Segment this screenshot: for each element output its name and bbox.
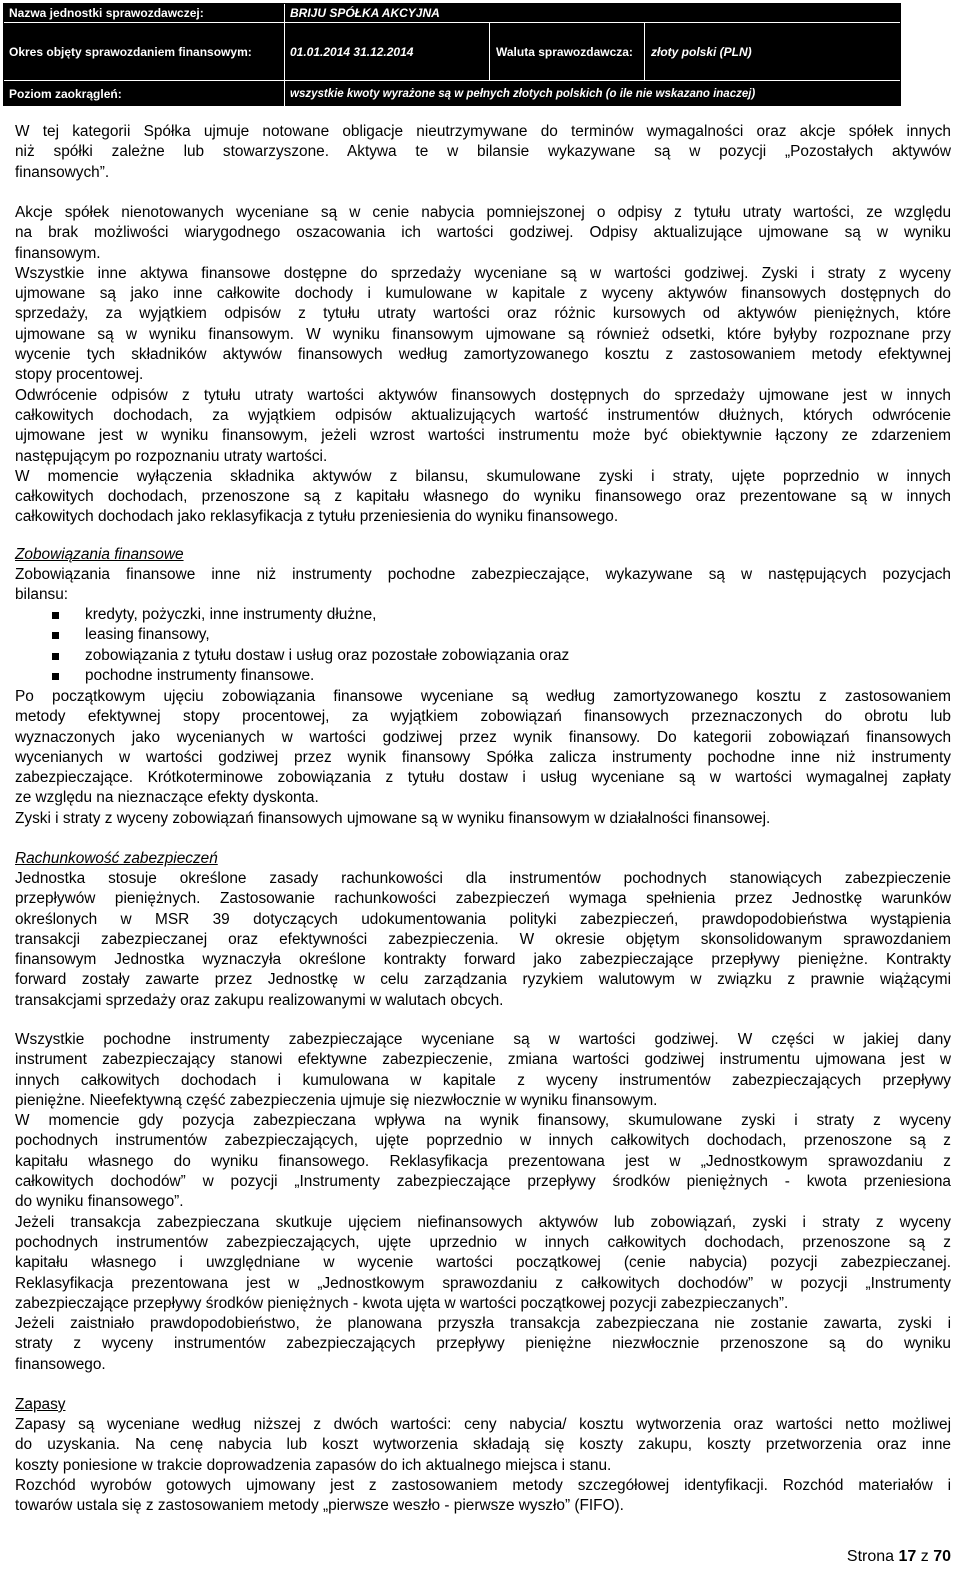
text-line: finansowego. (15, 1355, 106, 1373)
text-line: Jednostka stosuje określone zasady rachunkowości dla instrumentów pochodnych stanowiących zabezpieczenie (15, 870, 951, 887)
text-line: sprzedaży, za wyjątkiem odpisów z tytułu utraty wartości oraz różnic kursowych od aktywów pieniężnych, które (15, 305, 951, 323)
text-line: przepływów pieniężnych. Zastosowanie rachunkowości zabezpieczeń wymaga spełnienia przez Jednostkę warunków (15, 890, 951, 908)
text-line: Akcje spółek nienotowanych wyceniane są w cenie nabycia pomniejszonej o odpisy z tytułu utraty wartości, ze względu (15, 204, 951, 221)
text-line: towarów ustala się z zastosowaniem metody „pierwsze weszło - pierwsze wyszło” (FIFO). (15, 1497, 624, 1515)
square-bullet-icon (52, 673, 59, 680)
header-divider (284, 81, 285, 107)
text-line: na brak możliwości wiarygodnego oszacowania ich wartości godziwej. Odpisy aktualizujące ujmowane są w wyniku (15, 224, 951, 242)
text-line: transakcji zabezpieczanej oraz efektywności zabezpieczenia. W okresie objętym skonsolidowanym sprawozdaniem (15, 930, 951, 948)
text-line: Jeżeli transakcja zabezpieczana skutkuje ujęciem niefinansowych aktywów lub zobowiązań, zyski i straty z wyceny (15, 1213, 951, 1231)
list-item: pochodne instrumenty finansowe. (15, 666, 569, 686)
text-line: określonych w MSR 39 dotyczących udokumentowania polityki zabezpieczeń, prawdopodobieństwa wystąpienia (15, 910, 951, 928)
text-line: zabezpieczające przepływy środków pieniężnych - kwota ujęta w wartości początkowej pozycji zabezpieczanych”. (15, 1294, 789, 1312)
header-row-period (4, 23, 900, 81)
section-heading-hedge-accounting: Rachunkowość zabezpieczeń (15, 850, 218, 867)
text-line: do uzyskania. Na cenę nabycia lub koszt wytworzenia składają się koszty zakupu, koszty przetworzenia oraz inne (15, 1436, 951, 1454)
text-line: całkowitych dochodów” w pozycji „Instrumenty zabezpieczające przepływy środków pieniężnych - kwota przeniesiona (15, 1173, 951, 1191)
text-line: całkowitych dochodach, przenoszone są z kapitału własnego do wyniku finansowego oraz prezentowane są w innych (15, 488, 951, 506)
text-line: Odwrócenie odpisów z tytułu utraty wartości aktywów finansowych dostępnych do sprzedaży ujmowane jest w innych (15, 386, 951, 404)
text-line: finansowym. (15, 244, 101, 262)
list-item: kredyty, pożyczki, inne instrumenty dłużne, (15, 605, 569, 625)
text-line: Jeżeli zaistniało prawdopodobieństwo, że planowana przyszła transakcja zabezpieczana nie zostanie zawarta, zyski i (15, 1315, 951, 1333)
total-pages: 70 (933, 1548, 951, 1565)
text-line: finansowym Jednostka wyznaczyła określone kontrakty forward jako zabezpieczające przepływy pieniężne. Kontrakty (15, 951, 951, 969)
text-line: pochodnych instrumentów zabezpieczających, ujęte poprzednio w innych całkowitych dochodach, przenoszone są z (15, 1132, 951, 1150)
text-line: Zapasy są wyceniane według niższej z dwóch wartości: ceny nabycia/ kosztu wytworzenia oraz wartości netto możliwej (15, 1416, 951, 1433)
section-heading-financial-liabilities: Zobowiązania finansowe (15, 546, 184, 563)
text-line: Wszystkie pochodne instrumenty zabezpieczające wyceniane są w wartości godziwej. W części w jakiej dany (15, 1031, 951, 1048)
text-line: straty z wyceny instrumentów zabezpieczających przepływy pieniężne niezwłocznie przenoszone są do wyniku (15, 1335, 951, 1353)
rounding-value: wszystkie kwoty wyrażone są w pełnych złotych polskich (o ile nie wskazano inaczej) (290, 88, 756, 100)
liabilities-bullet-list (15, 605, 569, 686)
text-line: ujmowane są w wyniku finansowym. W wyniku finansowym ujmowane są również odsetki, które byłyby rozpoznane przy (15, 325, 951, 343)
text-line: metody efektywnej stopy procentowej, za wyjątkiem zobowiązań finansowych przeznaczonych do obrotu lub (15, 708, 951, 726)
text-line: wycenie tych składników aktywów finansowych według zamortyzowanego kosztu z zastosowaniem metody efektywnej (15, 346, 951, 364)
square-bullet-icon (52, 632, 59, 639)
text-line: Wszystkie inne aktywa finansowe dostępne do sprzedaży wyceniane są w wartości godziwej. Zyski i straty z wyceny (15, 264, 951, 282)
rounding-label: Poziom zaokrągleń: (9, 87, 122, 101)
paragraph-liabilities-intro (15, 565, 951, 606)
paragraph-instruments-category (15, 122, 951, 183)
currency-value: złoty polski (PLN) (651, 44, 752, 59)
text-line: niż spółki zależne lub stowarzyszone. Aktywa te w bilansie wykazywane są w pozycji „Pozostałych aktywów (15, 143, 951, 161)
text-line: W momencie wyłączenia składnika aktywów z bilansu, skumulowane zyski i straty, ujęte poprzednio w innych (15, 467, 951, 485)
text-line: ujmowane jest w wyniku finansowym, jeżeli wzrost wartości instrumentu może być obiektywnie łączony ze zdarzeniem (15, 427, 951, 445)
text-line: stopy procentowej. (15, 366, 144, 384)
header-row-entity (4, 4, 900, 23)
text-line: transakcjami sprzedaży oraz zakupu realizowanymi w walutach obcych. (15, 991, 504, 1009)
text-line: Reklasyfikacja prezentowana jest w „Jednostkowym sprawozdaniu z całkowitych dochodów” w pozycji „Instrumenty (15, 1274, 951, 1292)
text-line: pieniężne. Nieefektywną część zabezpieczenia ujmuje się niezwłocznie w wyniku finansowym. (15, 1091, 658, 1109)
paragraph-inventory (15, 1415, 951, 1516)
entity-label: Nazwa jednostki sprawozdawczej: (9, 6, 204, 20)
text-line: ze względu na nieznaczące efekty dyskonta. (15, 789, 319, 807)
text-line: Zyski i straty z wyceny zobowiązań finansowych ujmowane są w wyniku finansowym w działalności finansowej. (15, 809, 771, 827)
header-row-rounding (4, 81, 900, 107)
text-line: wycenianych w wartości godziwej przez wynik finansowy Spółka zalicza instrumenty pochodne inne niż instrumenty (15, 748, 951, 766)
header-divider (284, 23, 285, 80)
text-line: pochodnych instrumentów zabezpieczających, ujęte uprzednio w innych całkowitych dochodach, przenoszone są z (15, 1233, 951, 1251)
period-label: Okres objęty sprawozdaniem finansowym: (9, 44, 252, 59)
text-line: następującym po rozpoznaniu utraty wartości. (15, 447, 328, 465)
text-line: instrument zabezpieczający stanowi efektywne zabezpieczenie, zmiana wartości godziwej instrumentu ujmowana jest w (15, 1051, 951, 1069)
current-page: 17 (898, 1548, 917, 1565)
paragraph-available-for-sale (15, 203, 951, 528)
text-line: koszty poniesione w trakcie doprowadzenia zapasów do ich aktualnego miejsca i stanu. (15, 1456, 612, 1474)
header-divider (284, 4, 285, 22)
square-bullet-icon (52, 653, 59, 660)
text-line: ujmowane są jako inne całkowite dochody i kumulowane w kapitale z wyceny aktywów finansowych dostępnych do (15, 285, 951, 303)
paragraph-hedge-accounting (15, 869, 951, 1011)
text-line: zabezpieczające. Krótkoterminowe zobowiązania z tytułu dostaw i usług wyceniane są w wartości wymagalnej zapłaty (15, 769, 951, 787)
header-divider (644, 23, 645, 80)
text-line: W tej kategorii Spółka ujmuje notowane obligacje nieutrzymywane do terminów wymagalności oraz akcje spółek innych (15, 123, 951, 140)
text-line: Po początkowym ujęciu zobowiązania finansowe wyceniane są według zamortyzowanego kosztu z zastosowaniem (15, 688, 951, 705)
text-line: bilansu: (15, 586, 69, 604)
list-item: zobowiązania z tytułu dostaw i usług oraz pozostałe zobowiązania oraz (15, 646, 569, 666)
list-item: leasing finansowy, (15, 625, 569, 645)
period-value: 01.01.2014 31.12.2014 (290, 44, 414, 59)
text-line: W momencie gdy pozycja zabezpieczana wpływa na wynik finansowy, skumulowane zyski i straty z wyceny (15, 1112, 951, 1130)
page-number: Strona 17 z 70 (846, 1548, 951, 1565)
square-bullet-icon (52, 612, 59, 619)
section-heading-inventory: Zapasy (15, 1396, 66, 1413)
text-line: całkowitych dochodach jako reklasyfikacja z tytułu przeniesienia do wyniku finansowego. (15, 508, 619, 526)
entity-value: BRIJU SPÓŁKA AKCYJNA (290, 6, 440, 20)
report-header-table (3, 3, 901, 106)
text-line: do wyniku finansowego”. (15, 1193, 184, 1211)
paragraph-liabilities-measurement (15, 687, 951, 829)
text-line: finansowych”. (15, 163, 110, 181)
text-line: wyznaczonych jako wycenianych w wartości godziwej przez wynik finansowy. Do kategorii zobowiązań finansowych (15, 728, 951, 746)
text-line: kapitału własnego do wyniku finansowego. Reklasyfikacja prezentowana jest w „Jednostkowym sprawozdaniu z (15, 1152, 951, 1170)
text-line: Zobowiązania finansowe inne niż instrumenty pochodne zabezpieczające, wykazywane są w następujących pozycjach (15, 566, 951, 583)
text-line: forward zostały zawarte przez Jednostkę w celu zarządzania ryzykiem walutowym w związku z prawnie wiążącymi (15, 971, 951, 989)
text-line: kapitału własnego i uwzględniane w wycenie wartości początkowej (cenie nabycia) pozycji zabezpieczanej. (15, 1254, 951, 1272)
currency-label: Waluta sprawozdawcza: (496, 44, 633, 59)
text-line: innych całkowitych dochodach i kumulowana w kapitale z wyceny instrumentów zabezpieczających przepływy (15, 1071, 951, 1089)
text-line: Rozchód wyrobów gotowych ujmowany jest z zastosowaniem metody szczegółowej identyfikacji. Rozchód materiałów i (15, 1476, 951, 1494)
header-divider (489, 23, 490, 80)
text-line: całkowitych dochodach, za wyjątkiem odpisów aktualizujących wartość instrumentów dłużnych, których odwrócenie (15, 406, 951, 424)
paragraph-hedge-instruments (15, 1030, 951, 1375)
